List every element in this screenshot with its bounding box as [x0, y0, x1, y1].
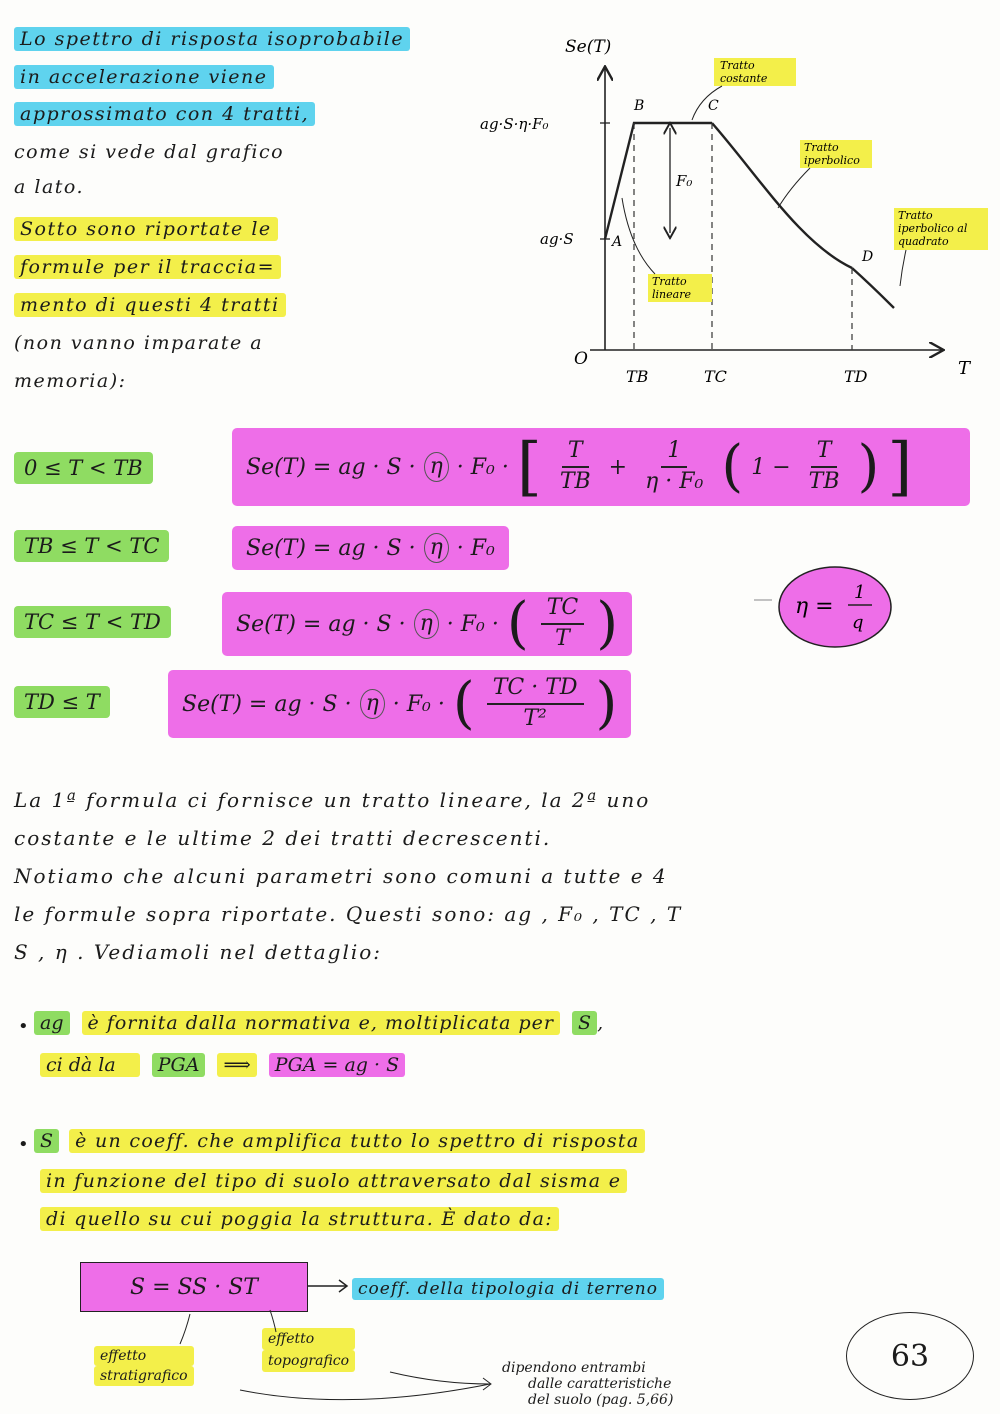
bullet-ag-comma: , — [597, 1012, 604, 1034]
bullet-dot-ag: • — [18, 1016, 29, 1037]
formula-1-tb2: TB — [808, 469, 840, 494]
eta-note-circle — [740, 562, 910, 652]
s-box-note: coeff. della tipologia di terreno — [352, 1278, 664, 1300]
bullet-ag-pga: PGA — [152, 1053, 206, 1077]
formula-3-den: T — [555, 626, 570, 651]
intro-line-5: a lato. — [14, 176, 85, 198]
formula-3: Se(T) = ag · S · η · F₀ · ( $\frac{TC}{T}$ ) — [222, 592, 632, 656]
effetto-strat-1: effetto — [94, 1346, 194, 1366]
origin-label: O — [574, 349, 588, 369]
formula-2 — [232, 526, 509, 570]
y-tick-top: ag·S·η·F₀ — [480, 115, 549, 133]
formula-4-lhs: Se(T) = ag · S · — [182, 691, 352, 717]
formula-3-eta: η — [414, 609, 439, 640]
formula-1-t: T — [562, 437, 589, 468]
formula-1: Se(T) = ag · S · η · F₀ · [ $\frac{T}{TB}$ + $\frac{1}{\text{η · F₀}}$ ( 1 − $\frac{T}{TB}$ ) ] — [232, 428, 970, 506]
sotto-line-2: formule per il tracciа= — [14, 255, 281, 279]
bullet-ag-s: S — [572, 1011, 597, 1035]
dipendono-1: dipendono entrambi — [502, 1360, 646, 1376]
bullet-ag-line-2 — [40, 1054, 405, 1076]
body-line-3: Notiamo che alcuni parametri sono comuni a tutte e 4 — [14, 864, 668, 888]
s-formula: S = SS · ST — [130, 1274, 258, 1300]
bullet-ag-term: ag — [34, 1011, 70, 1035]
formula-1-one-minus: 1 − — [751, 454, 791, 480]
effetto-topo-1: effetto — [262, 1328, 355, 1350]
bullet-s-text-2: in funzione del tipo di suolo attraversato dal sisma e — [40, 1169, 627, 1193]
note-lineare-1: Tratto — [652, 275, 687, 288]
bullet-dot-s: • — [18, 1134, 29, 1155]
formula-2-condition: TB ≤ T < TC — [14, 530, 169, 562]
bullet-s-text-1: è un coeff. che amplifica tutto lo spettro di risposta — [69, 1129, 645, 1153]
point-d: D — [862, 249, 874, 265]
formula-1-tb: TB — [559, 469, 591, 494]
effetto-strat-2: stratigrafico — [94, 1366, 194, 1386]
bullet-ag-line-1 — [34, 1012, 603, 1034]
effetto-topo-2: topografico — [262, 1350, 355, 1372]
body-line-1: La 1ª formula ci fornisce un tratto lineare, la 2ª uno — [14, 788, 651, 812]
formula-3-num: TC — [541, 594, 585, 625]
point-a: A — [612, 234, 623, 250]
s-box-arrow — [306, 1276, 356, 1296]
x-tick-tc: TC — [704, 367, 727, 386]
y-axis-label: Se(T) — [565, 37, 612, 57]
note-iperbolico-2: iperbolico — [804, 154, 860, 167]
note-quadrato-2: iperbolico al — [898, 222, 968, 235]
formula-1-eta: η — [424, 452, 449, 483]
formula-3-rhs: · F₀ · — [446, 611, 499, 637]
intro-line-3: approssimato con 4 tratti, — [14, 102, 315, 126]
formula-1-mid: · F₀ · — [456, 454, 509, 480]
x-axis-label: T — [958, 358, 971, 379]
bullet-s-line-1 — [34, 1130, 645, 1152]
x-tick-td: TD — [844, 367, 868, 386]
body-line-5: S , η . Vediamoli nel dettaglio: — [14, 940, 383, 964]
bullet-ag-ci-da: ci dà la — [40, 1053, 140, 1077]
page-number: 63 — [846, 1312, 974, 1400]
spectrum-hyperbolic-squared — [852, 268, 894, 308]
formula-3-condition: TC ≤ T < TD — [14, 606, 171, 638]
formula-2-eta: η — [424, 533, 449, 564]
formula-4-rhs: · F₀ · — [392, 691, 445, 717]
sotto-line-3: mento di questi 4 tratti — [14, 293, 286, 317]
body-line-2: costante e le ultime 2 dei tratti decrescenti. — [14, 826, 552, 850]
formula-1-t2: T — [811, 437, 838, 468]
formula-4-num: TC · TD — [487, 674, 584, 705]
bullet-s-term: S — [34, 1129, 59, 1153]
formula-4-condition: TD ≤ T — [14, 686, 110, 718]
note-costante-1: Tratto — [720, 59, 755, 72]
bullet-s-text-3: di quello su cui poggia la struttura. È dato da: — [40, 1207, 559, 1231]
eta-note-num: 1 — [854, 582, 866, 603]
formula-1-eta-f0: η · F₀ — [645, 469, 704, 494]
bullet-ag-pga-formula: PGA = ag · S — [269, 1053, 405, 1077]
spectrum-linear-constant — [605, 123, 712, 239]
sotto-line-4: (non vanno imparate a — [14, 332, 264, 354]
formula-2-lhs: Se(T) = ag · S · — [246, 535, 416, 561]
intro-line-1: Lo spettro di risposta isoprobabile — [14, 27, 410, 51]
intro-line-2: in accelerazione viene — [14, 65, 274, 89]
point-b: B — [634, 98, 645, 114]
formula-4-den: T² — [523, 706, 547, 731]
note-lineare-2: lineare — [652, 288, 691, 301]
dipendono-3: del suolo (pag. 5,66) — [528, 1392, 674, 1408]
dipendono-note — [502, 1360, 673, 1408]
formula-1-one: 1 — [661, 437, 687, 468]
body-line-4: le formule sopra riportate. Questi sono: ag , F₀ , TC , T — [14, 902, 683, 926]
y-tick-mid: ag·S — [540, 230, 574, 248]
note-quadrato-1: Tratto — [898, 209, 933, 222]
effetti-arrows — [150, 1300, 500, 1410]
eta-note-den: q — [852, 612, 864, 633]
note-iperbolico-1: Tratto — [804, 141, 839, 154]
point-c: C — [708, 98, 719, 114]
formula-1-lhs: Se(T) = ag · S · — [246, 454, 416, 480]
dipendono-2: dalle caratteristiche — [528, 1376, 672, 1392]
formula-2-rhs: · F₀ — [456, 535, 495, 561]
note-quadrato-3: quadrato — [898, 235, 949, 248]
sotto-line-1: Sotto sono riportate le — [14, 217, 278, 241]
intro-line-4: come si vede dal grafico — [14, 141, 285, 163]
eta-note-eta: η = — [795, 594, 834, 619]
response-spectrum-graph — [470, 28, 990, 398]
sotto-line-5: memoria): — [14, 370, 127, 392]
formula-1-condition: 0 ≤ T < TB — [14, 452, 153, 484]
x-tick-tb: TB — [626, 367, 649, 386]
note-costante-2: costante — [720, 72, 768, 85]
formula-4-eta: η — [360, 689, 385, 720]
formula-4: Se(T) = ag · S · η · F₀ · ( $\frac{TC \cdot TD}{\text{T²}}$ ) — [168, 670, 631, 738]
f0-label: F₀ — [676, 172, 693, 190]
bullet-ag-arrow: ⟹ — [217, 1053, 256, 1077]
formula-3-lhs: Se(T) = ag · S · — [236, 611, 406, 637]
bullet-ag-text: è fornita dalla normativa e, moltiplicata per — [82, 1011, 560, 1035]
formula-1-plus: + — [608, 454, 628, 480]
